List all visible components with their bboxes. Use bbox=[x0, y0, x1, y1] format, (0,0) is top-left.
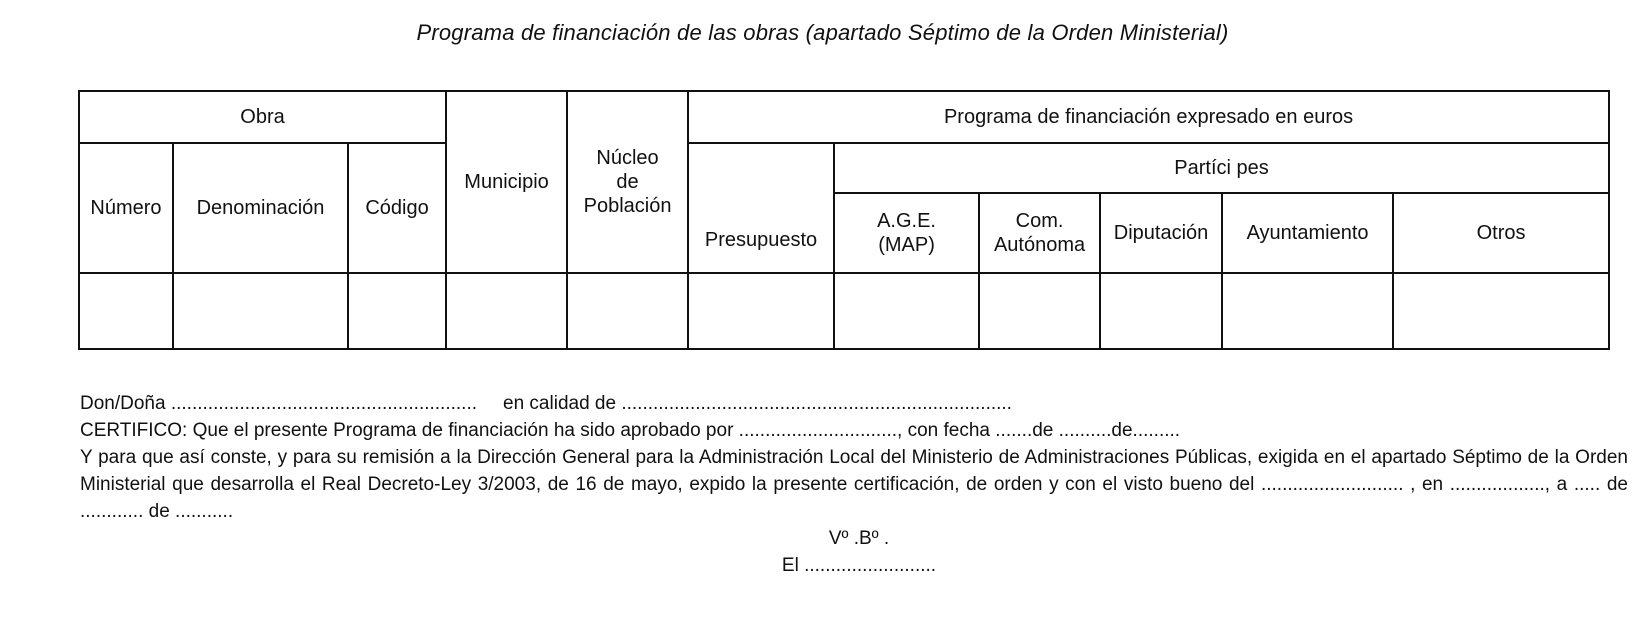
cell-diputacion[interactable] bbox=[1100, 273, 1222, 349]
header-codigo: Código bbox=[348, 143, 446, 273]
table-row bbox=[79, 273, 1609, 349]
remision-paragraph: Y para que así conste, y para su remisión a la Dirección General para la Administración Local del Ministerio de Administraciones Públicas, exigida en el apartado Séptimo de la Orden Ministerial que desarrolla el Real Decreto-Ley 3/2003, de 16 de mayo, expido la presente certificación, de orden y con el visto bueno del ........................... , en .................., a ..... de ............ de ........... bbox=[80, 447, 1628, 522]
cell-com-autonoma[interactable] bbox=[979, 273, 1100, 349]
header-diputacion: Diputación bbox=[1100, 193, 1222, 273]
cell-numero[interactable] bbox=[79, 273, 173, 349]
header-obra: Obra bbox=[79, 91, 446, 143]
header-otros: Otros bbox=[1393, 193, 1609, 273]
cell-presupuesto[interactable] bbox=[688, 273, 834, 349]
cell-municipio[interactable] bbox=[446, 273, 567, 349]
visto-bueno-label: Vº .Bº . bbox=[828, 528, 890, 549]
signature-line: El ......................... bbox=[781, 555, 937, 576]
header-programa-financiacion: Programa de financiación expresado en euros bbox=[688, 91, 1609, 143]
cell-denominacion[interactable] bbox=[173, 273, 348, 349]
certifico-line: CERTIFICO: Que el presente Programa de financiación ha sido aprobado por .............................., con fecha .......de ..........de......... bbox=[80, 420, 1181, 441]
cell-age-map[interactable] bbox=[834, 273, 979, 349]
header-age-map: A.G.E. (MAP) bbox=[834, 193, 979, 273]
header-presupuesto: Presupuesto bbox=[688, 143, 834, 273]
cell-codigo[interactable] bbox=[348, 273, 446, 349]
financing-table bbox=[78, 90, 1610, 350]
en-calidad-de-field: en calidad de .......................................................................... bbox=[503, 393, 1012, 414]
header-municipio: Municipio bbox=[446, 91, 567, 273]
don-dona-line bbox=[80, 390, 1628, 417]
header-denominacion: Denominación bbox=[173, 143, 348, 273]
header-participes: Partíci pes bbox=[834, 143, 1609, 193]
don-dona-field: Don/Doña .......................................................... bbox=[80, 393, 478, 414]
cell-otros[interactable] bbox=[1393, 273, 1609, 349]
header-com-autonoma: Com. Autónoma bbox=[979, 193, 1100, 273]
cell-nucleo-poblacion[interactable] bbox=[567, 273, 688, 349]
header-ayuntamiento: Ayuntamiento bbox=[1222, 193, 1393, 273]
certification-text bbox=[80, 390, 1628, 579]
header-numero: Número bbox=[79, 143, 173, 273]
cell-ayuntamiento[interactable] bbox=[1222, 273, 1393, 349]
document-title: Programa de financiación de las obras (apartado Séptimo de la Orden Ministerial) bbox=[416, 20, 1229, 45]
header-nucleo-poblacion: Núcleo de Población bbox=[567, 91, 688, 273]
